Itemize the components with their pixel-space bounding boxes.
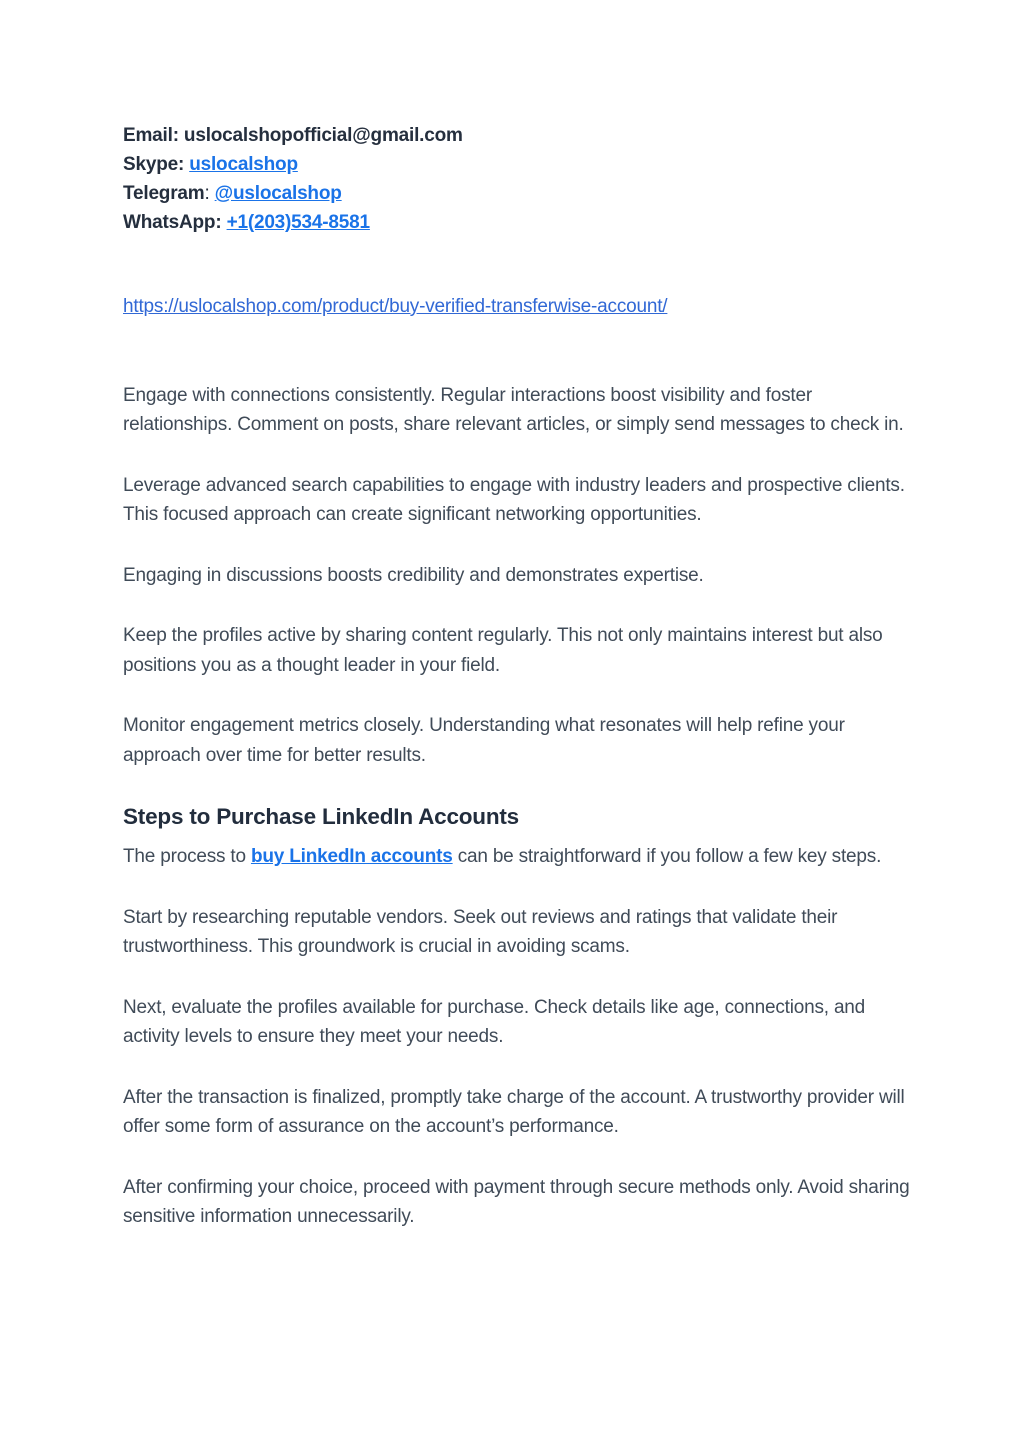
paragraph-keep-profiles: Keep the profiles active by sharing content regularly. This not only maintains interest but also positions you as a thought leader in your field. — [123, 625, 883, 676]
contact-block — [123, 121, 914, 237]
paragraph-engage: Engage with connections consistently. Regular interactions boost visibility and foster relationships. Comment on posts, share relevant articles, or simply send messages to check in. — [123, 384, 904, 435]
paragraph-leverage: Leverage advanced search capabilities to engage with industry leaders and prospective clients. This focused approach can create significant networking opportunities. — [123, 474, 905, 525]
paragraph-process-lead — [123, 842, 914, 872]
paragraph-start-researching: Start by researching reputable vendors. Seek out reviews and ratings that validate their trustworthiness. This groundwork is crucial in avoiding scams. — [123, 906, 838, 957]
whatsapp-label: WhatsApp: — [123, 212, 222, 233]
section-heading-steps: Steps to Purchase LinkedIn Accounts — [123, 804, 520, 829]
telegram-separator: : — [204, 183, 210, 204]
telegram-link[interactable]: @uslocalshop — [214, 183, 342, 204]
product-url-line — [123, 292, 914, 322]
email-value: uslocalshopofficial@gmail.com — [183, 125, 463, 146]
contact-line-skype — [123, 150, 914, 179]
paragraph-monitor: Monitor engagement metrics closely. Understanding what resonates will help refine your approach over time for better results. — [123, 715, 845, 766]
paragraph-after-transaction: After the transaction is finalized, promptly take charge of the account. A trustworthy provider will offer some form of assurance on the account’s performance. — [123, 1086, 905, 1137]
paragraph-engaging: Engaging in discussions boosts credibility and demonstrates expertise. — [123, 564, 704, 586]
buy-linkedin-accounts-link[interactable]: buy LinkedIn accounts — [250, 846, 453, 867]
email-label: Email: — [123, 125, 179, 146]
whatsapp-link[interactable]: +1(203)534-8581 — [226, 212, 370, 233]
skype-link[interactable]: uslocalshop — [189, 154, 298, 175]
lead-text-before: The process to — [123, 846, 251, 867]
telegram-label: Telegram — [123, 183, 205, 204]
contact-line-email — [123, 121, 914, 150]
contact-line-telegram — [123, 179, 914, 208]
lead-text-after: can be straightforward if you follow a few key steps. — [452, 846, 882, 867]
product-url-link[interactable]: https://uslocalshop.com/product/buy-verified-transferwise-account/ — [123, 296, 668, 317]
contact-line-whatsapp — [123, 208, 914, 237]
skype-label: Skype: — [123, 154, 185, 175]
paragraph-after-confirming: After confirming your choice, proceed with payment through secure methods only. Avoid sharing sensitive information unnecessarily. — [123, 1176, 910, 1227]
paragraph-next-evaluate: Next, evaluate the profiles available for purchase. Check details like age, connections, and activity levels to ensure they meet your needs. — [123, 996, 866, 1047]
